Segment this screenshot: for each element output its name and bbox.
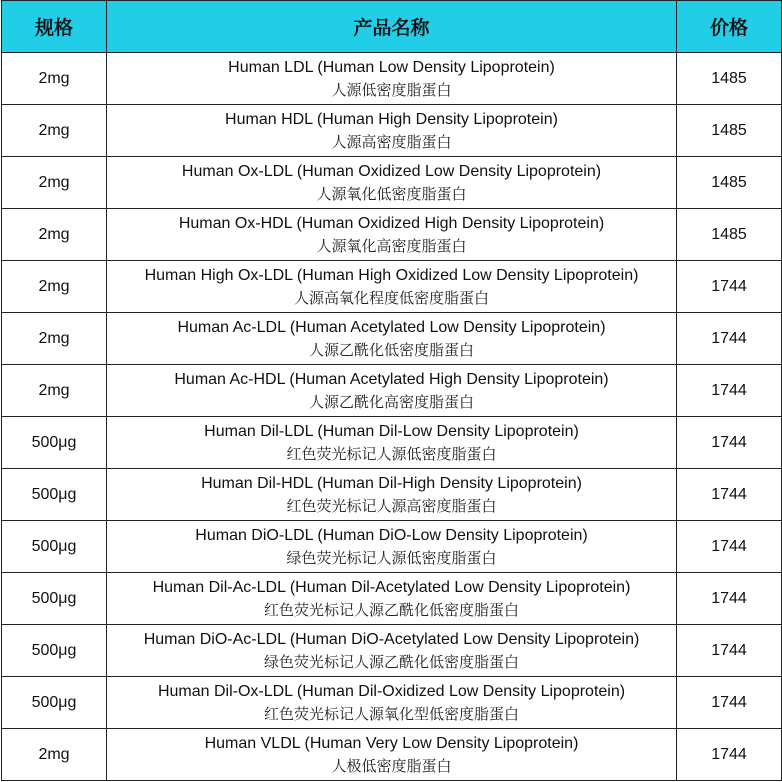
product-name-en: Human Ox-HDL (Human Oxidized High Density Lipoprotein): [178, 214, 605, 232]
spec-cell: 2mg: [2, 209, 107, 261]
price-cell: 1744: [677, 469, 782, 521]
price-cell: 1744: [677, 261, 782, 313]
price-cell: 1485: [677, 209, 782, 261]
product-name-cell: [107, 521, 677, 573]
spec-cell: 2mg: [2, 261, 107, 313]
product-name-cell: [107, 209, 677, 261]
table-row: [2, 417, 782, 469]
product-name-cell: [107, 105, 677, 157]
table-row: [2, 521, 782, 573]
product-name-cn: 人源氧化低密度脂蛋白: [316, 184, 467, 203]
product-name-cell: [107, 53, 677, 105]
spec-cell: 2mg: [2, 105, 107, 157]
price-cell: 1485: [677, 105, 782, 157]
product-name-en: Human High Ox-LDL (Human High Oxidized Low Density Lipoprotein): [144, 266, 639, 284]
product-name-cn: 人源高密度脂蛋白: [331, 132, 452, 151]
price-cell: 1744: [677, 573, 782, 625]
table-row: [2, 157, 782, 209]
product-name-en: Human Ox-LDL (Human Oxidized Low Density Lipoprotein): [181, 162, 602, 180]
table-row: [2, 105, 782, 157]
price-cell: 1744: [677, 417, 782, 469]
product-name-en: Human LDL (Human Low Density Lipoprotein): [228, 58, 555, 76]
price-cell: 1744: [677, 625, 782, 677]
table-row: [2, 365, 782, 417]
product-name-en: Human Dil-LDL (Human Dil-Low Density Lipoprotein): [204, 422, 579, 440]
product-name-cell: [107, 729, 677, 781]
spec-cell: 2mg: [2, 729, 107, 781]
product-name-cn: 人源高氧化程度低密度脂蛋白: [293, 288, 489, 307]
product-name-cell: [107, 365, 677, 417]
product-name-cell: [107, 261, 677, 313]
spec-cell: 500μg: [2, 521, 107, 573]
product-name-en: Human Ac-HDL (Human Acetylated High Density Lipoprotein): [174, 370, 609, 388]
product-name-cn: 人源乙酰化高密度脂蛋白: [308, 392, 474, 411]
product-name-cell: [107, 625, 677, 677]
product-name-cn: 绿色荧光标记人源低密度脂蛋白: [286, 548, 497, 567]
spec-cell: 2mg: [2, 313, 107, 365]
product-name-cell: [107, 417, 677, 469]
product-name-en: Human Dil-Ac-LDL (Human Dil-Acetylated Low Density Lipoprotein): [152, 578, 631, 596]
spec-cell: 500μg: [2, 625, 107, 677]
spec-cell: 500μg: [2, 573, 107, 625]
product-price-table: [1, 0, 782, 781]
spec-cell: 500μg: [2, 677, 107, 729]
spec-cell: 2mg: [2, 365, 107, 417]
product-name-cn: 人源氧化高密度脂蛋白: [316, 236, 467, 255]
spec-cell: 500μg: [2, 417, 107, 469]
header-product-name: 产品名称: [107, 1, 677, 53]
table-row: [2, 729, 782, 781]
price-cell: 1744: [677, 677, 782, 729]
table-row: [2, 313, 782, 365]
product-name-cn: 红色荧光标记人源氧化型低密度脂蛋白: [263, 704, 519, 723]
table-row: [2, 573, 782, 625]
price-cell: 1485: [677, 53, 782, 105]
product-name-cn: 红色荧光标记人源高密度脂蛋白: [286, 496, 497, 515]
product-name-cell: [107, 573, 677, 625]
product-name-en: Human Ac-LDL (Human Acetylated Low Density Lipoprotein): [177, 318, 606, 336]
product-name-en: Human VLDL (Human Very Low Density Lipoprotein): [204, 734, 579, 752]
product-name-cn: 人源低密度脂蛋白: [331, 80, 452, 99]
price-cell: 1744: [677, 313, 782, 365]
price-cell: 1744: [677, 521, 782, 573]
product-name-cn: 绿色荧光标记人源乙酰化低密度脂蛋白: [263, 652, 519, 671]
table-body: [2, 53, 782, 781]
product-name-cn: 红色荧光标记人源乙酰化低密度脂蛋白: [263, 600, 519, 619]
price-cell: 1744: [677, 729, 782, 781]
spec-cell: 2mg: [2, 157, 107, 209]
product-name-en: Human Dil-Ox-LDL (Human Dil-Oxidized Low Density Lipoprotein): [157, 682, 626, 700]
table-row: [2, 261, 782, 313]
product-name-en: Human HDL (Human High Density Lipoprotein): [225, 110, 558, 128]
product-name-en: Human DiO-Ac-LDL (Human DiO-Acetylated Low Density Lipoprotein): [143, 630, 640, 648]
product-name-cn: 红色荧光标记人源低密度脂蛋白: [286, 444, 497, 463]
spec-cell: 2mg: [2, 53, 107, 105]
table-header-row: [2, 1, 782, 53]
table-row: [2, 209, 782, 261]
product-name-cell: [107, 313, 677, 365]
table-row: [2, 469, 782, 521]
product-name-en: Human DiO-LDL (Human DiO-Low Density Lipoprotein): [195, 526, 588, 544]
product-name-cell: [107, 157, 677, 209]
spec-cell: 500μg: [2, 469, 107, 521]
table-row: [2, 677, 782, 729]
header-spec: 规格: [2, 1, 107, 53]
product-name-cell: [107, 469, 677, 521]
product-name-en: Human Dil-HDL (Human Dil-High Density Lipoprotein): [201, 474, 582, 492]
table-row: [2, 53, 782, 105]
table-row: [2, 625, 782, 677]
price-cell: 1485: [677, 157, 782, 209]
price-cell: 1744: [677, 365, 782, 417]
header-price: 价格: [677, 1, 782, 53]
product-name-cn: 人极低密度脂蛋白: [331, 756, 452, 775]
product-name-cell: [107, 677, 677, 729]
product-name-cn: 人源乙酰化低密度脂蛋白: [308, 340, 474, 359]
